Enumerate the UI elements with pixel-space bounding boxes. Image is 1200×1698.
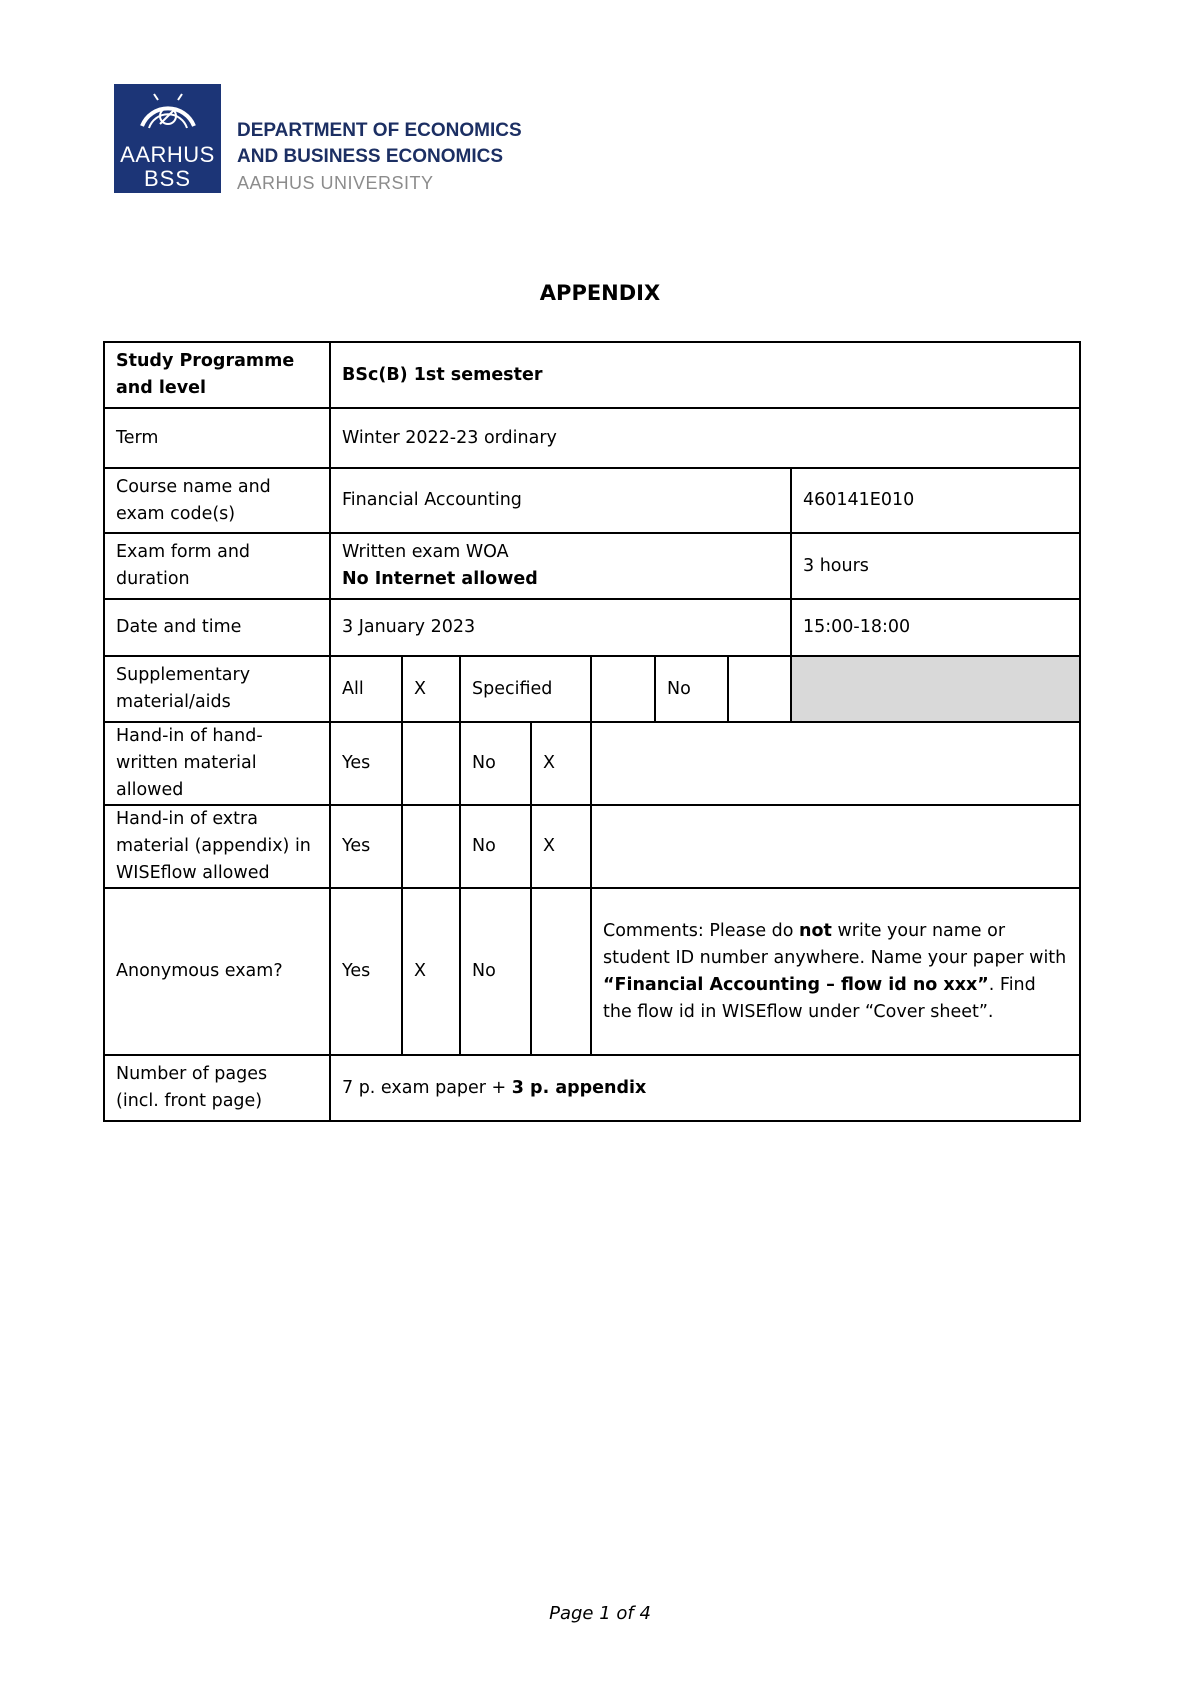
- option-no: No: [460, 722, 531, 805]
- value-date: 3 January 2023: [330, 599, 791, 656]
- department-name: [237, 118, 522, 196]
- shaded-cell: [791, 656, 1080, 722]
- option-no: No: [460, 888, 531, 1055]
- row-date-time: [104, 599, 1080, 656]
- value-duration: 3 hours: [791, 533, 1080, 599]
- logo-text-aarhus: AARHUS: [120, 142, 215, 167]
- row-course: [104, 468, 1080, 533]
- row-exam-form: [104, 533, 1080, 599]
- label-term: Term: [104, 408, 330, 468]
- value-exam-form: Written exam WOA No Internet allowed: [330, 533, 791, 599]
- label-supplementary: Supplementary material/aids: [104, 656, 330, 722]
- option-yes: Yes: [330, 805, 402, 888]
- value-study-programme: BSc(B) 1st semester: [330, 342, 1080, 408]
- mark-yes: [402, 722, 460, 805]
- row-study-programme: [104, 342, 1080, 408]
- logo-text-bss: BSS: [143, 166, 192, 191]
- mark-no: X: [531, 805, 591, 888]
- row-pages: [104, 1055, 1080, 1121]
- mark-yes: [402, 805, 460, 888]
- label-handwritten: Hand-in of hand- written material allowed: [104, 722, 330, 805]
- row-extra-material: [104, 805, 1080, 888]
- value-exam-code: 460141E010: [791, 468, 1080, 533]
- option-specified: Specified: [460, 656, 591, 722]
- empty-cell: [591, 722, 1080, 805]
- label-exam-form: Exam form and duration: [104, 533, 330, 599]
- row-anonymous: [104, 888, 1080, 1055]
- value-term: Winter 2022-23 ordinary: [330, 408, 1080, 468]
- label-course: Course name and exam code(s): [104, 468, 330, 533]
- mark-no: [728, 656, 791, 722]
- university-name: AARHUS UNIVERSITY: [237, 173, 434, 193]
- option-no: No: [655, 656, 728, 722]
- aarhus-bss-logo: [114, 84, 221, 193]
- mark-no: [531, 888, 591, 1055]
- option-yes: Yes: [330, 722, 402, 805]
- label-extra-material: Hand-in of extra material (appendix) in WISEflow allowed: [104, 805, 330, 888]
- mark-no: X: [531, 722, 591, 805]
- page-title: APPENDIX: [539, 281, 661, 305]
- comments-cell: Comments: Please do not write your name or student ID number anywhere. Name your paper with “Financial Accounting – flow id no xxx”. Find the flow id in WISEflow under “Cover sheet”.: [591, 888, 1080, 1055]
- label-date-time: Date and time: [104, 599, 330, 656]
- mark-yes: X: [402, 888, 460, 1055]
- value-time: 15:00-18:00: [791, 599, 1080, 656]
- exam-info-table: [103, 341, 1081, 1122]
- empty-cell: [591, 805, 1080, 888]
- label-pages: Number of pages (incl. front page): [104, 1055, 330, 1121]
- value-course-name: Financial Accounting: [330, 468, 791, 533]
- mark-all: X: [402, 656, 460, 722]
- department-line-1: DEPARTMENT OF ECONOMICS: [237, 120, 522, 141]
- option-all: All: [330, 656, 402, 722]
- option-yes: Yes: [330, 888, 402, 1055]
- row-handwritten: [104, 722, 1080, 805]
- page-number: Page 1 of 4: [549, 1603, 651, 1624]
- option-no: No: [460, 805, 531, 888]
- label-anonymous: Anonymous exam?: [104, 888, 330, 1055]
- row-supplementary: [104, 656, 1080, 722]
- row-term: [104, 408, 1080, 468]
- value-pages: 7 p. exam paper + 3 p. appendix: [330, 1055, 1080, 1121]
- university-seal-icon: [114, 84, 221, 144]
- label-study-programme: Study Programme and level: [104, 342, 330, 408]
- mark-specified: [591, 656, 655, 722]
- department-line-2: AND BUSINESS ECONOMICS: [237, 146, 504, 167]
